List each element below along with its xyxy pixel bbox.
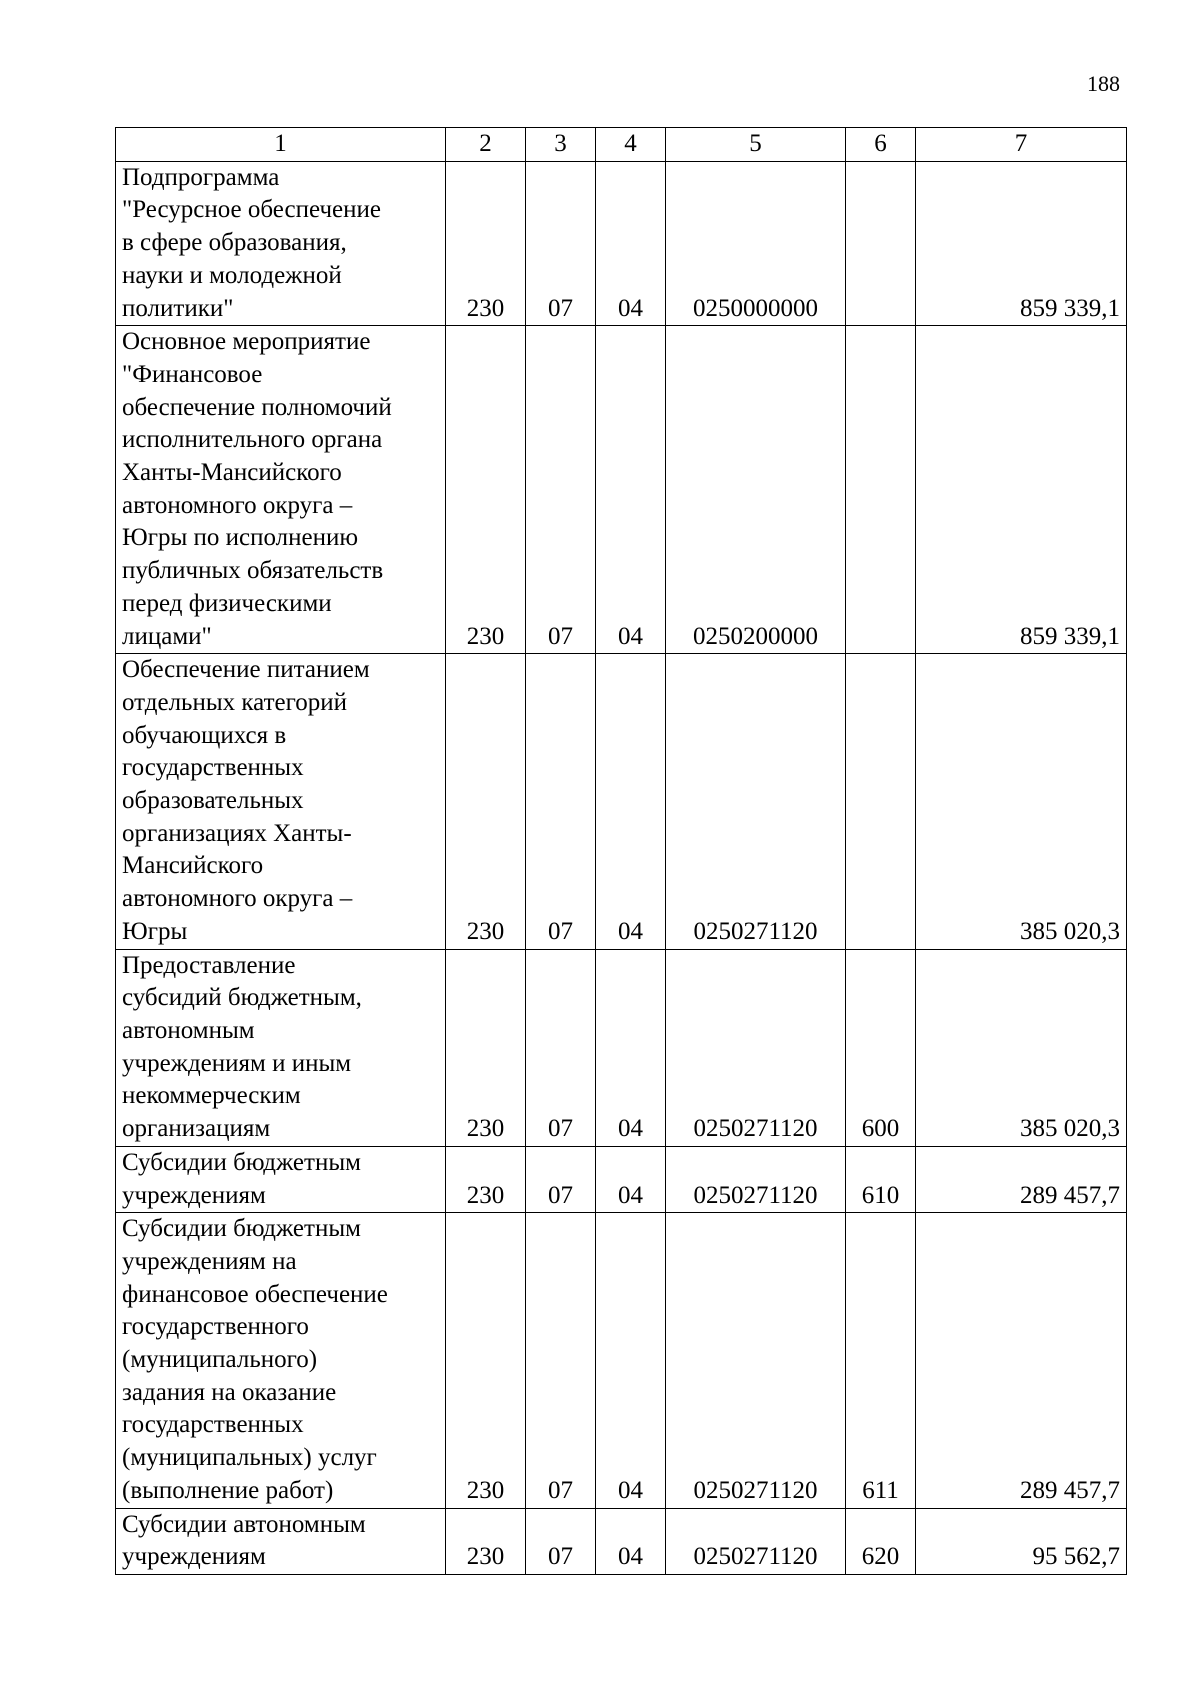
- item-name-line: автономного округа –: [122, 491, 353, 519]
- table-row: [116, 326, 1127, 654]
- amount-cell: 289 457,7: [916, 1146, 1127, 1212]
- item-name-line: перед физическими: [122, 589, 332, 617]
- item-name-line: исполнительного органа: [122, 426, 383, 454]
- expense-type-cell: [846, 161, 916, 326]
- item-name-line: "Ресурсное обеспечение: [122, 196, 381, 224]
- item-name-line: учреждениям на: [122, 1247, 297, 1275]
- subsection-cell: 04: [596, 949, 666, 1146]
- admin-code-cell: 230: [446, 326, 526, 654]
- amount-cell: 95 562,7: [916, 1508, 1127, 1574]
- target-article-cell: 0250271120: [666, 1508, 846, 1574]
- item-name-line: учреждениям и иным: [122, 1049, 352, 1077]
- target-article-cell: 0250271120: [666, 1146, 846, 1212]
- expense-type-cell: 610: [846, 1146, 916, 1212]
- subsection-cell: 04: [596, 161, 666, 326]
- amount-cell: 385 020,3: [916, 949, 1127, 1146]
- item-name-line: Обеспечение питанием: [122, 656, 370, 684]
- table-row: [116, 1508, 1127, 1574]
- item-name-line: государственных: [122, 754, 304, 782]
- admin-code-cell: 230: [446, 949, 526, 1146]
- subsection-cell: 04: [596, 326, 666, 654]
- item-name-line: отдельных категорий: [122, 688, 348, 716]
- target-article-cell: 0250271120: [666, 1213, 846, 1508]
- item-name-line: государственного: [122, 1313, 309, 1341]
- item-name-line: обучающихся в: [122, 721, 287, 749]
- item-name-line: публичных обязательств: [122, 557, 384, 585]
- section-cell: 07: [526, 326, 596, 654]
- admin-code-cell: 230: [446, 1508, 526, 1574]
- item-name-line: автономного округа –: [122, 885, 353, 913]
- expense-type-cell: 611: [846, 1213, 916, 1508]
- column-header: 7: [916, 128, 1127, 162]
- target-article-cell: 0250000000: [666, 161, 846, 326]
- amount-cell: 385 020,3: [916, 654, 1127, 949]
- admin-code-cell: 230: [446, 654, 526, 949]
- table-header-row: [116, 128, 1127, 162]
- column-header: 1: [116, 128, 446, 162]
- item-name-line: задания на оказание: [122, 1378, 337, 1406]
- item-name-cell: [116, 949, 446, 1146]
- table-row: [116, 1213, 1127, 1508]
- amount-cell: 289 457,7: [916, 1213, 1127, 1508]
- column-header: 3: [526, 128, 596, 162]
- target-article-cell: 0250200000: [666, 326, 846, 654]
- admin-code-cell: 230: [446, 161, 526, 326]
- subsection-cell: 04: [596, 654, 666, 949]
- target-article-cell: 0250271120: [666, 654, 846, 949]
- item-name-line: Субсидии бюджетным: [122, 1148, 361, 1176]
- amount-cell: 859 339,1: [916, 326, 1127, 654]
- item-name-line: Ханты-Мансийского: [122, 459, 342, 487]
- subsection-cell: 04: [596, 1213, 666, 1508]
- expense-type-cell: [846, 654, 916, 949]
- item-name-cell: [116, 326, 446, 654]
- section-cell: 07: [526, 1508, 596, 1574]
- item-name-line: науки и молодежной: [122, 261, 342, 289]
- item-name-line: субсидий бюджетным,: [122, 984, 362, 1012]
- item-name-line: Мансийского: [122, 852, 264, 880]
- item-name-line: политики": [122, 294, 234, 322]
- item-name-cell: [116, 1213, 446, 1508]
- table-row: [116, 161, 1127, 326]
- item-name-cell: [116, 654, 446, 949]
- item-name-line: государственных: [122, 1411, 304, 1439]
- admin-code-cell: 230: [446, 1213, 526, 1508]
- admin-code-cell: 230: [446, 1146, 526, 1212]
- budget-table: [115, 127, 1127, 1575]
- section-cell: 07: [526, 1146, 596, 1212]
- column-header: 2: [446, 128, 526, 162]
- table-row: [116, 1146, 1127, 1212]
- table-row: [116, 949, 1127, 1146]
- expense-type-cell: 600: [846, 949, 916, 1146]
- expense-type-cell: [846, 326, 916, 654]
- item-name-line: "Финансовое: [122, 360, 263, 388]
- item-name-line: Подпрограмма: [122, 163, 280, 191]
- section-cell: 07: [526, 654, 596, 949]
- item-name-line: в сфере образования,: [122, 229, 347, 257]
- item-name-cell: [116, 1508, 446, 1574]
- expense-type-cell: 620: [846, 1508, 916, 1574]
- item-name-line: Югры: [122, 917, 188, 945]
- section-cell: 07: [526, 949, 596, 1146]
- item-name-line: (выполнение работ): [122, 1476, 334, 1504]
- item-name-line: учреждениям: [122, 1543, 266, 1571]
- item-name-line: лицами": [122, 622, 212, 650]
- column-header: 6: [846, 128, 916, 162]
- item-name-line: обеспечение полномочий: [122, 393, 392, 421]
- item-name-line: Основное мероприятие: [122, 328, 371, 356]
- item-name-line: учреждениям: [122, 1181, 266, 1209]
- section-cell: 07: [526, 161, 596, 326]
- target-article-cell: 0250271120: [666, 949, 846, 1146]
- page-number: 188: [1087, 71, 1120, 96]
- item-name-line: (муниципального): [122, 1346, 318, 1374]
- item-name-line: образовательных: [122, 787, 304, 815]
- amount-cell: 859 339,1: [916, 161, 1127, 326]
- table-row: [116, 654, 1127, 949]
- column-header: 4: [596, 128, 666, 162]
- item-name-cell: [116, 161, 446, 326]
- item-name-line: Югры по исполнению: [122, 524, 359, 552]
- item-name-line: Субсидии автономным: [122, 1510, 366, 1538]
- item-name-line: организациях Ханты-: [122, 819, 352, 847]
- subsection-cell: 04: [596, 1146, 666, 1212]
- item-name-line: некоммерческим: [122, 1082, 301, 1110]
- item-name-line: финансовое обеспечение: [122, 1280, 388, 1308]
- item-name-line: Субсидии бюджетным: [122, 1215, 361, 1243]
- item-name-line: Предоставление: [122, 951, 296, 979]
- item-name-cell: [116, 1146, 446, 1212]
- item-name-line: организациям: [122, 1115, 271, 1143]
- item-name-line: (муниципальных) услуг: [122, 1444, 377, 1472]
- column-header: 5: [666, 128, 846, 162]
- section-cell: 07: [526, 1213, 596, 1508]
- subsection-cell: 04: [596, 1508, 666, 1574]
- item-name-line: автономным: [122, 1016, 255, 1044]
